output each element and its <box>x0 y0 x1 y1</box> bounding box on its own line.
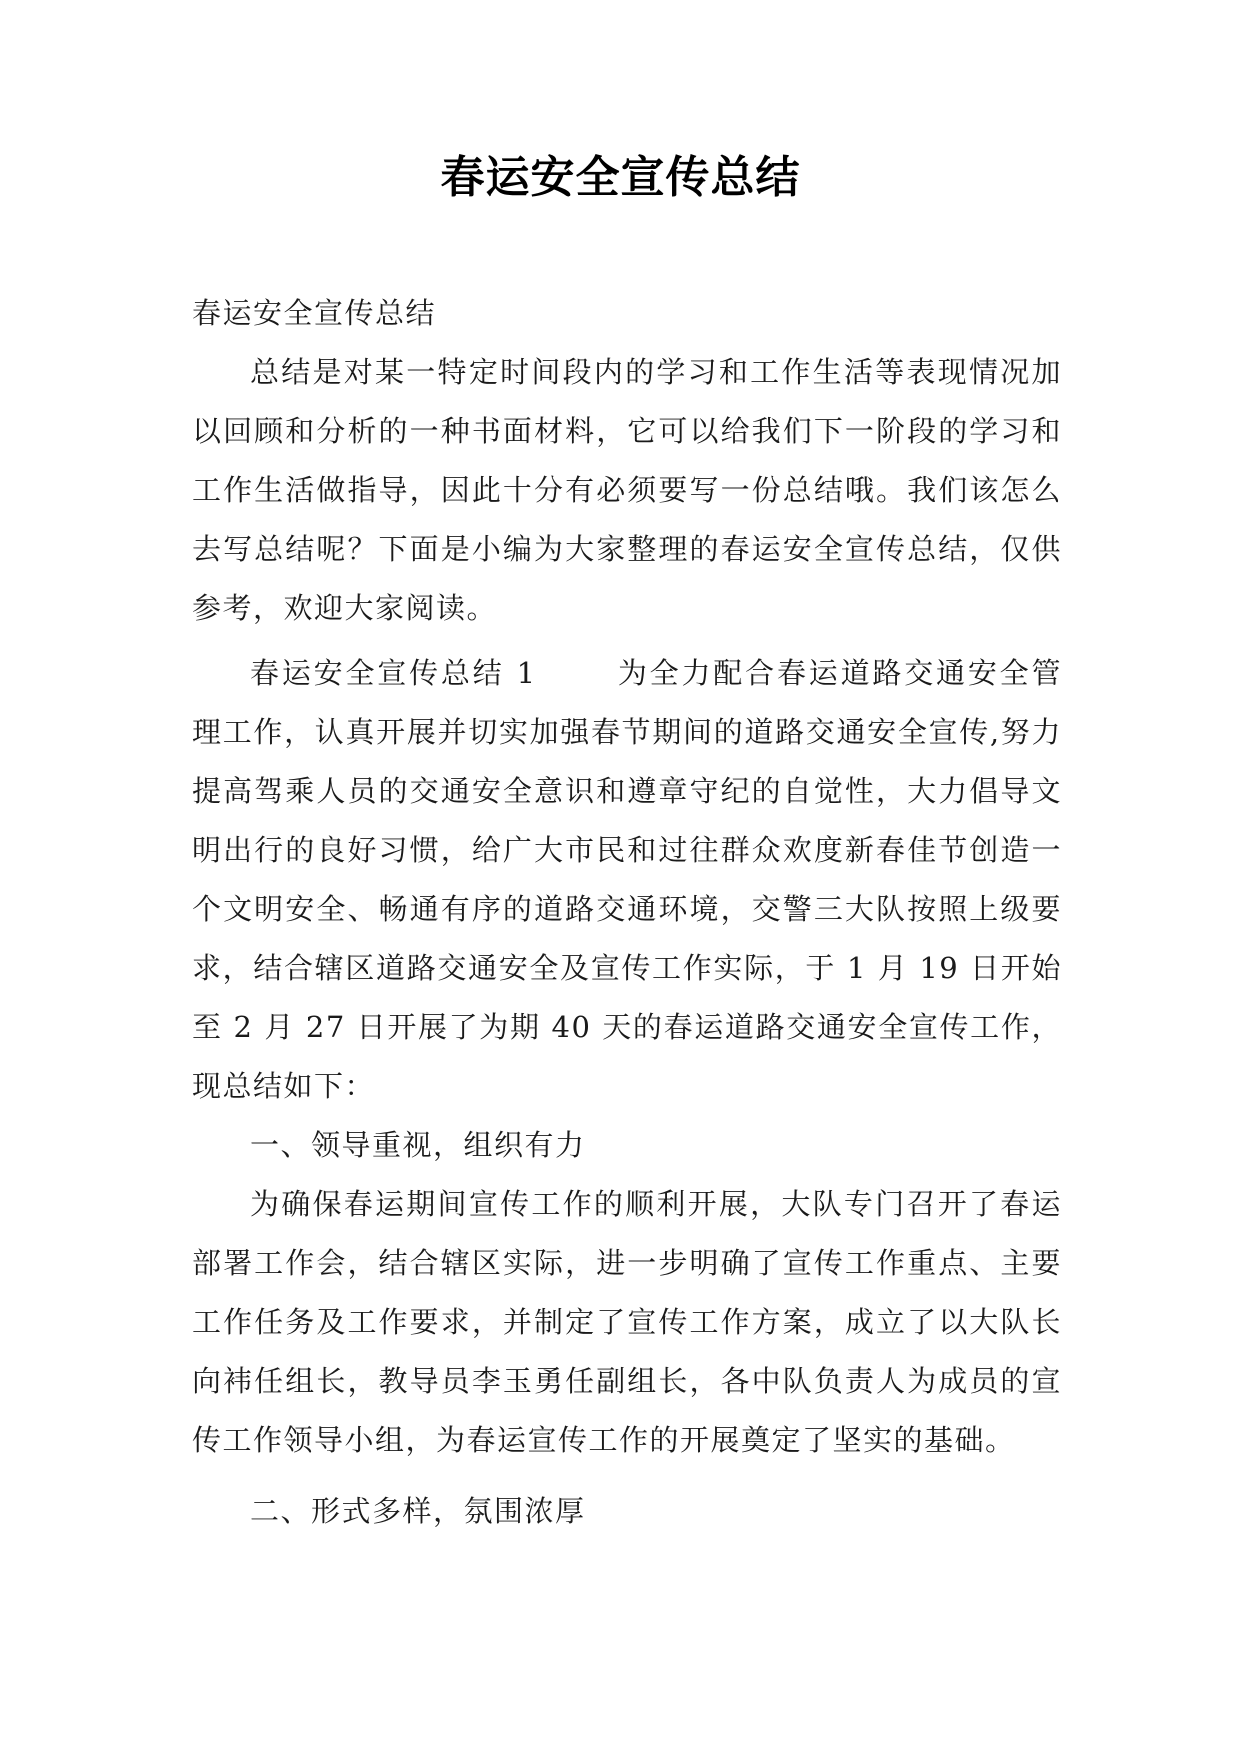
section-1-text: 为全力配合春运道路交通安全管理工作，认真开展并切实加强春节期间的道路交通安全宣传,努力提高驾乘人员的交通安全意识和遵章守纪的自觉性，大力倡导文明出行的良好习惯，给广大市民和过往群众欢度新春佳节创造一个文明安全、畅通有序的道路交通环境，交警三大队按照上级要求，结合辖区道路交通安全及宣传工作实际，于 1 月 19 日开始至 2 月 27 日开展了为期 40 天的春运道路交通安全宣传工作，现总结如下： <box>192 656 1062 1103</box>
paragraph-one: 为确保春运期间宣传工作的顺利开展，大队专门召开了春运部署工作会，结合辖区实际，进一步明确了宣传工作重点、主要工作任务及工作要求，并制定了宣传工作方案，成立了以大队长向袆任组长，教导员李玉勇任副组长，各中队负责人为成员的宣传工作领导小组，为春运宣传工作的开展奠定了坚实的基础。 <box>192 1187 1062 1457</box>
intro-paragraph: 总结是对某一特定时间段内的学习和工作生活等表现情况加以回顾和分析的一种书面材料，它可以给我们下一阶段的学习和工作生活做指导，因此十分有必须要写一份总结哦。我们该怎么去写总结呢？下面是小编为大家整理的春运安全宣传总结，仅供参考，欢迎大家阅读。 <box>192 355 1062 625</box>
document-subtitle: 春运安全宣传总结 <box>192 296 437 330</box>
document-title: 春运安全宣传总结 <box>440 152 801 203</box>
heading-two: 二、形式多样，氛围浓厚 <box>250 1494 586 1528</box>
section-1-heading: 春运安全宣传总结 1 <box>250 656 537 690</box>
document-body <box>192 284 1062 1541</box>
heading-one: 一、领导重视，组织有力 <box>250 1128 586 1162</box>
section-1-paragraph <box>192 644 1062 1116</box>
